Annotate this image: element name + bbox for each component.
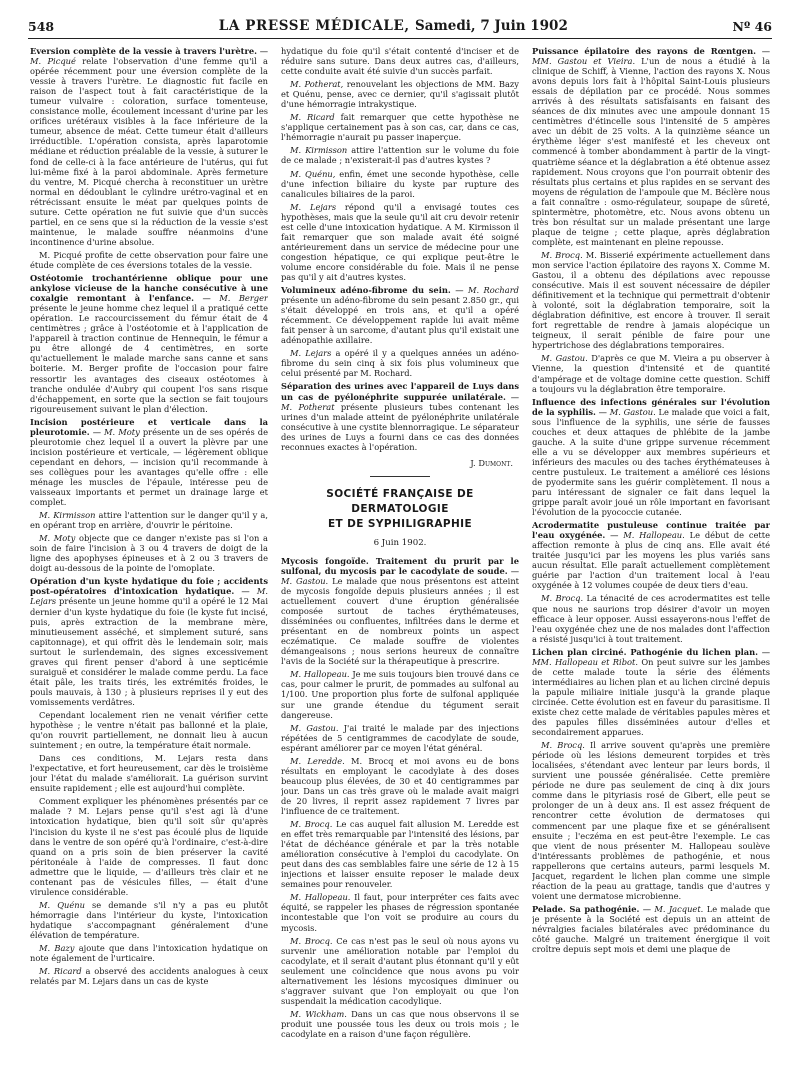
paragraph-text: attire l'attention sur le volume du foie de ce malade ; n'existerait-il pas d'autres kystes ? [281, 145, 519, 166]
section-title: Puissance épilatoire des rayons de Rœntgen. [532, 46, 757, 56]
paragraph [281, 819, 519, 889]
speaker: M. Lejars [290, 348, 332, 359]
issue-number: Nº 46 [732, 18, 772, 34]
paragraph [281, 285, 519, 345]
paragraph [30, 966, 268, 986]
paragraph-text: J'ai traité le malade par des injections répétées de 5 centigrammes de cacodylate de soude, espérant améliorer par ce moyen l'état général. [281, 722, 519, 753]
speaker: M. Ricard [290, 112, 335, 123]
section-title: Mycosis fongoïde. Traitement du prurit par le sulfonal, du mycosis par le cacodylate de soude. [281, 555, 519, 576]
paragraph-text: enfin, émet une seconde hypothèse, celle d'une infection biliaire du kyste par rupture des canalicules biliaires de la paroi. [281, 168, 519, 199]
paragraph-text: On peut suivre sur les jambes de cette malade toute la série des éléments intermédiaires au lichen plan et au lichen circiné depuis la papule miliaire initiale jusqu'à la grande plaque circinée. Cette évolution est en faveur du parasitisme. Il existe chez cette malade de véritables papules mères et des papules filles disséminées autour d'elles et secondairement apparues. [532, 656, 770, 738]
speaker: M. Potherat, [290, 79, 344, 90]
paragraph [532, 250, 770, 350]
paragraph [30, 900, 268, 940]
speaker: — M. Lejars [30, 586, 268, 607]
section-title: Acrodermatite pustuleuse continue traitée par l'eau oxygénée. [532, 520, 770, 541]
paragraph-text: a observé des accidents analogues à ceux relatés par M. Lejars dans un cas de kyste [30, 966, 268, 987]
paragraph-text: objecte que ce danger n'existe pas si l'on a soin de faire l'incision à 3 ou 4 travers de doigt de la ligne des apophyses épineuses et à 2 ou 3 travers de doigt au-dessous de la pointe de l'omoplate. [30, 533, 268, 574]
paragraph [532, 397, 770, 518]
paragraph [532, 520, 770, 590]
section-title: Opération d'un kyste hydatique du foie ; accidents post-opératoires d'intoxication hydatique. [30, 576, 268, 597]
paragraph [30, 943, 268, 963]
paragraph [281, 169, 519, 199]
speaker: — MM. Gastou et Vieira. [532, 46, 770, 67]
signature: J. Dumont. [470, 457, 513, 468]
paragraph: hydatique du foie qu'il s'était contenté d'inciser et de réduire sans suture. Dans deux autres cas, d'ailleurs, cette conduite avait été suivie d'un succès parfait. [281, 46, 519, 77]
society-title-line: SOCIÉTÉ FRANÇAISE DE DERMATOLOGIE [326, 487, 474, 515]
speaker: — M. Berger [202, 293, 268, 304]
page-header [28, 14, 772, 39]
paragraph [30, 417, 268, 507]
paragraph-text: Le malade que nous présentons est atteint de mycosis fongoïde depuis plusieurs années ; il est actuellement couvert d'une éruption généralisée composée surtout de taches érythémateuses, disséminées ou confluentes, infiltrées dans le derme et présentant en de nombreux points un aspect eczématique. Ce malade souffre de violentes démangeaisons ; nous serions heureux de connaître l'avis de la Société sur la thérapeutique à prescrire. [281, 575, 519, 667]
paragraph-text: attire l'attention sur le danger qu'il y a, en opérant trop en arrière, d'ouvrir le péritoine. [30, 510, 268, 531]
speaker: — M. Gastou. [281, 565, 519, 586]
paragraph-text: Ce cas n'est pas le seul où nous ayons vu survenir une amélioration notable par l'emploi du cacodylate, et il serait d'autant plus étonnant qu'il y eût seulement une coïncidence que nous avons pu voir alternativement les lésions mycosiques diminuer ou s'aggraver suivant que l'on employait ou que l'on suspendait la médication cacodylique. [281, 935, 519, 1006]
paragraph [281, 892, 519, 932]
paragraph [281, 756, 519, 816]
paragraph-text: présente plusieurs tubes contenant les urines d'un malade atteint de pyélonéphrite unilatérale consécutive à une cystite blennorragique. Le séparateur des urines de Luys a fourni dans ce cas des données reconnues exactes à l'opération. [281, 401, 519, 452]
speaker: M. Gastou. [541, 353, 588, 364]
paragraph [30, 576, 268, 707]
section-title: Incision postérieure et verticale dans la pleurotomie. [30, 416, 268, 437]
speaker: — M. Moty [92, 426, 140, 437]
speaker: M. Gastou. [290, 722, 339, 733]
speaker: — MM. Hallopeau et Ribot. [532, 646, 770, 667]
paragraph [532, 593, 770, 643]
paragraph-text: Le malade que voici a fait, sous l'influence de la syphilis, une série de fausses couches et deux attaques de phlébite de la jambe gauche. A la suite d'une grippe survenue récemment elle a vu se développer aux membres supérieurs et inférieurs des macules ou des taches érythémateuses à centre pustuleux. Le traitement a amélioré ces lésions de pyodermite sans les guérir complètement. Il nous a paru intéressant de signaler ce fait dans lequel la grippe paraît avoir joué un rôle important en favorisant l'évolution de la pyococcie cutanée. [532, 406, 770, 518]
paragraph [281, 202, 519, 282]
speaker: M. Wickham. [290, 1008, 347, 1019]
paragraph-text: présente un de ses opérés de pleurotomie chez lequel il a ouvert la plèvre par une incision postérieure et verticale, — légèrement oblique cependant en dehors, — incision qu'il recommande à ses collègues pour les avantages qu'elle offre : elle ménage les muscles de l'épaule, intéresse peu de vaisseaux importants et permet un drainage large et complet. [30, 426, 268, 508]
paragraph-text: présente un adéno-fibrome du sein pesant 2.850 gr., qui s'était développé en trois ans, et qu'il a opéré récemment. Ce développement rapide lui avait même fait penser à un sarcome, d'autant plus qu'il existait une adénopathie axillaire. [281, 295, 519, 346]
speaker: M. Bazy [39, 943, 75, 954]
speaker: M. Moty [39, 533, 76, 544]
paragraph [30, 46, 268, 247]
paragraph: M. Picqué profite de cette observation pour faire une étude complète de ces éversions totales de la vessie. [30, 249, 268, 270]
section-title: Séparation des urines avec l'appareil de Luys dans un cas de pyélonéphrite suppurée unilatérale. [281, 381, 519, 402]
issue-date: Samedi, 7 Juin 1902 [414, 18, 568, 34]
journal-name: LA PRESSE MÉDICALE, [218, 18, 410, 34]
speaker: M. Brocq. [290, 935, 333, 946]
paragraph-text: Il arrive souvent qu'après une première période où les lésions demeurent torpides et très localisées, s'étendant avec lenteur par leurs bords, il survient une poussée généralisée. Cette première période ne dure pas seulement de cinq à dix jours comme dans le pityriasis rosé de Gibert, elle peut se prolonger de un à deux ans. Il est assez fréquent de rencontrer cette évolution de dermatoses qui commencent par une plaque fixe et se généralisent ensuite ; l'eczéma en est peut-être l'exemple. Le cas que vient de nous présenter M. Hallopeau soulève d'intéressants problèmes de pathogénie, et nous rappellerons que certains auteurs, parmi lesquels M. Jacquet, regardent le lichen plan comme une simple réaction de la peau au grattage, tandis que d'autres y voient une dermatose microbienne. [532, 740, 770, 901]
paragraph-text: L'un de nous a étudié à la clinique de Schiff, à Vienne, l'action des rayons X. Nous avons depuis lors fait à l'hôpital Saint-Louis plusieurs essais de dépilation par ce procédé. Nous sommes arrivés à des résultats satisfaisants en faisant des séances de dix minutes avec une ampoule donnant 15 centimètres d'étincelle sous l'intensité de 5 ampères avec un débit de 25 volts. A la quinzième séance un érythème léger s'est manifesté et les cheveux ont commencé à tomber abondamment à partir de la vingt-quatrième séance et la déglabration a été obtenue assez rapidement. Nous croyons que l'on pourrait obtenir des résultats plus certains et plus rapides en se servant des moyens de régulation de l'ampoule que M. Béclère nous a fait connaître : osmo-régulateur, soupape de sûreté, spintermètre, photomètre, etc. Nous avons obtenu un très bon résultat sur un malade présentant une large plaque de teigne ; cette plaque, après déglabration complète, est maintenant en pleine repousse. [532, 56, 770, 247]
divider [370, 476, 430, 477]
paragraph [532, 904, 770, 954]
paragraph [30, 533, 268, 573]
paragraph-text: Le début de cette affection remonte à plus de cinq ans. Elle avait été traitée jusqu'ici par les moyens les plus variés sans aucun résultat. Elle paraît actuellement complètement guérie par l'action d'un traitement local à l'eau oxygénée à 12 volumes coupée de deux tiers d'eau. [532, 530, 770, 591]
paragraph [532, 740, 770, 901]
paragraph [30, 273, 268, 414]
speaker: M. Hallopeau. [290, 892, 351, 903]
speaker: M. Quénu [39, 899, 85, 910]
paragraph [532, 647, 770, 737]
speaker: M. Ricard [39, 966, 82, 977]
paragraph: Dans ces conditions, M. Lejars resta dans l'expectative, et fort heureusement, car dès le troisième jour l'état du malade s'améliorait. La guérison survint ensuite rapidement ; elle est aujourd'hui complète. [30, 753, 268, 794]
speaker: M. Brocq. [541, 593, 584, 604]
paragraph-text: présente le jeune homme chez lequel il a pratiqué cette opération. Le raccourcissement du fémur était de 4 centimètres ; grâce à l'ostéotomie et à l'application de l'appareil à traction continue de Hennequin, le fémur a pu être allongé de 4 centimètres, en sorte qu'actuellement le malade marche sans canne et sans boiterie. M. Berger profite de l'occasion pour faire ressortir les avantages des ciseaux ostéotomes à tranche ondulée d'Aubry qui coupent l'os sans risque d'échappement, en sorte que la section se fait toujours rigoureusement suivant le plan d'élection. [30, 303, 268, 414]
section-title: Pelade. Sa pathogénie. [532, 903, 640, 914]
paragraph [281, 112, 519, 142]
paragraph [532, 46, 770, 247]
speaker: M. Kirmisson [290, 145, 348, 156]
paragraph-text: a opéré il y a quelques années un adéno-fibrome du sein cinq à six fois plus volumineux que celui présenté par M. Rochard. [281, 348, 519, 379]
speaker: — M. Gastou. [598, 406, 656, 417]
paragraph-text: présente un jeune homme qu'il a opéré le 12 Mai dernier d'un kyste hydatique du foie (le kyste fut incisé, puis, après extraction de la membrane mère, minutieusement asséché, et simplement suturé, sans capitonnage), et qui offrit dès le lendemain soir, mais surtout le surlendemain, des signes excessivement graves qui firent penser d'abord à une septicémie suraiguë et considérer le malade comme perdu. La face était pâle, les traits tirés, les extrémités froides, le pouls mauvais, à 130 ; à plusieurs reprises il y eut des vomissements verdâtres. [30, 596, 268, 707]
speaker: M. Leredde. [290, 755, 345, 766]
paragraph-text: fait remarquer que cette hypothèse ne s'applique certainement pas à son cas, car, dans ce cas, l'hémorragie n'aurait pu passer inaperçue. [281, 112, 519, 143]
paragraph-text: renouvelant les objections de MM. Bazy et Quénu, pense, avec ce dernier, qu'il s'agissait plutôt d'une hémorragie intrakystique. [281, 79, 519, 110]
paragraph-text: ajoute que dans l'intoxication hydatique on note également de l'urticaire. [30, 943, 268, 964]
paragraph [281, 381, 519, 451]
speaker: — M. Potherat [281, 391, 519, 412]
column-2 [281, 46, 519, 1076]
paragraph [281, 669, 519, 719]
speaker: M. Kirmisson [39, 510, 96, 521]
paragraph-text: Le cas auquel fait allusion M. Leredde est en effet très remarquable par l'intensité des lésions, par l'état de déchéance générale et par la très notable amélioration consécutive à l'emploi du cacodylate. On peut dans des cas semblables faire une série de 12 à 15 injections et laisser ensuite reposer le malade deux semaines pour renouveler. [281, 819, 519, 890]
paragraph-text: Le malade que je présente à la Société est depuis un an atteint de névralgies faciales bilatérales avec prédominance du côté gauche. Malgré un traitement énergique il voit croître depuis sept mois et demi une plaque de [532, 903, 770, 955]
section-title: Ostéotomie trochantérienne oblique pour une ankylose vicieuse de la hanche consécutive à une coxalgie remontant à l'enfance. [30, 273, 268, 304]
section-title: Volumineux adéno-fibrome du sein. [281, 285, 451, 296]
paragraph [281, 79, 519, 109]
speaker: — M. Hallopeau. [610, 530, 685, 541]
paragraph-text: La ténacité de ces acrodermatites est telle que nous ne saurions trop désirer d'avoir un moyen efficace à leur opposer. Aussi essayerons-nous l'effet de l'eau oxygénée chez une de nos malades dont l'affection a résisté jusqu'ici à tout traitement. [532, 593, 770, 644]
speaker: — M. Rochard [455, 285, 519, 296]
speaker: — M. Jacquet. [642, 903, 704, 914]
section-title: Eversion complète de la vessie à travers l'urètre. [30, 46, 257, 56]
paragraph-text: M. Brocq et moi avons eu de bons résultats en employant le cacodylate à des doses beaucoup plus élevées, de 30 et 40 centigrammes par jour. Dans un cas très grave où le malade avait maigri de 20 livres, il reprit assez rapidement 7 livres par l'influence de ce traitement. [281, 755, 519, 816]
column-3 [532, 46, 770, 1076]
paragraph [281, 936, 519, 1006]
speaker: M. Brocq. [541, 249, 583, 260]
speaker: M. Quénu, [290, 168, 336, 179]
paragraph [281, 556, 519, 667]
speaker: M. Brocq. [541, 740, 585, 751]
paragraph: Comment expliquer les phénomènes présentés par ce malade ? M. Lejars pense qu'il s'est agi là d'une intoxication hydatique, bien qu'il soit sûr qu'après l'incision du kyste il ne s'est pas écoulé plus de liquide dans le ventre de son opéré qu'à l'ordinaire, c'est-à-dire quand on a pris soin de bien préserver la cavité péritonéale à l'aide de compresses. Il faut donc admettre que le liquide, — d'ailleurs très clair et ne contenant pas de vésicules filles, — était d'une virulence considérable. [30, 796, 268, 897]
paragraph-text: répond qu'il a envisagé toutes ces hypothèses, mais que la seule qu'il ait cru devoir retenir est celle d'une intoxication hydatique. A M. Kirmisson il fait remarquer que son malade avait été soigné antérieurement dans un service de médecine pour une congestion hépatique, ce qui explique peut-être le volume encore considérable du foie. Mais il ne pense pas qu'il y ait d'autres kystes. [281, 201, 519, 282]
speaker: M. Hallopeau. [290, 669, 350, 680]
paragraph [281, 1009, 519, 1039]
paragraph [532, 353, 770, 393]
session-date: 6 Juin 1902. [373, 537, 427, 548]
page-number: 548 [28, 18, 55, 34]
speaker: M. Lejars [290, 201, 337, 212]
paragraph-text: Dans un cas que nous observons il se produit une poussée tous les deux ou trois mois ; le cacodylate en a raison d'une façon régulière. [281, 1008, 519, 1039]
paragraph [281, 145, 519, 165]
paragraph [30, 510, 268, 530]
paragraph-text: M. Bisserié expérimente actuellement dans mon service l'action épilatoire des rayons X. Comme M. Gastou, il a obtenu des dépilations avec repousse consécutive. Mais il est souvent nécessaire de dépiler définitivement et la technique qui permettrait d'obtenir à volonté, soit la déglabration temporaire, soit la déglabration définitive, est encore à trouver. Il serait fort regrettable de rendre à jamais alopécique un teigneux, il serait pénible de faire pour une hypertrichose des déglabrations temporaires. [532, 249, 770, 351]
paragraph-text: Je me suis toujours bien trouvé dans ce cas, pour calmer le prurit, de pommades au sulfonal au 1/100. Une proportion plus forte de sulfonal appliquée sur une grande étendue du tégument serait dangereuse. [281, 669, 519, 720]
paragraph-text: se demande s'il n'y a pas eu plutôt hémorragie dans l'intérieur du kyste, l'intoxication hydatique s'accompagnant généralement d'une élévation de température. [30, 899, 268, 940]
society-title-line: ET DE SYPHILIGRAPHIE [327, 517, 473, 530]
society-title [281, 487, 519, 532]
paragraph [281, 348, 519, 378]
paragraph-text: D'après ce que M. Vieira a pu observer à Vienne, la question d'intensité et de quantité d'ampérage et de voltage domine cette question. Schiff a toujours vu la déglabration être temporaire. [532, 353, 770, 394]
paragraph-text: Il faut, pour interpréter ces faits avec équité, se rappeler les phases de régression spontanée incontestable que l'on voit se produire au cours du mycosis. [281, 892, 519, 933]
speaker: — M. Picqué [30, 46, 268, 67]
section-title: Lichen plan circiné. Pathogénie du lichen plan. [532, 646, 759, 657]
paragraph-text: relate l'observation d'une femme qu'il a opérée récemment pour une éversion complète de la vessie à travers l'urètre. Le diagnostic fut facile en raison de l'aspect tout à fait caractéristique de la tumeur vulvaire : coloration, surface tomenteuse, consistance molle, écoulement incessant d'urine par les orifices urétéraux visibles à la face inférieure de la tumeur, absence de méat. Cette tumeur était d'ailleurs irréductible. L'opération consista, après laparotomie médiane et réduction préalable de la vessie, à suturer le fond de celle-ci à la face antérieure de l'utérus, qui fut lui-même fixé à la paroi abdominale. Après fermeture du ventre, M. Picqué chercha à reconstituer un urètre normal en dédoublant le cylindre urétro-vaginal et en rétrécissant ensuite le méat par quelques points de suture. Cette opération ne fut suivie que d'un succès partiel, en ce sens que si la réduction de la vessie s'est maintenue, le malade souffre néanmoins d'une incontinence d'urine absolue. [30, 56, 268, 247]
paragraph: Cependant localement rien ne venait vérifier cette hypothèse ; le ventre n'était pas ballonné et la plaie, qu'on rouvrit partiellement, ne donnait lieu à aucun suintement ; en outre, la température était normale. [30, 710, 268, 751]
paragraph [281, 723, 519, 753]
column-1 [30, 46, 268, 1076]
speaker: M. Brocq. [290, 819, 333, 830]
section-title: Influence des infections générales sur l'évolution de la syphilis. [532, 396, 770, 417]
journal-title [219, 18, 568, 34]
